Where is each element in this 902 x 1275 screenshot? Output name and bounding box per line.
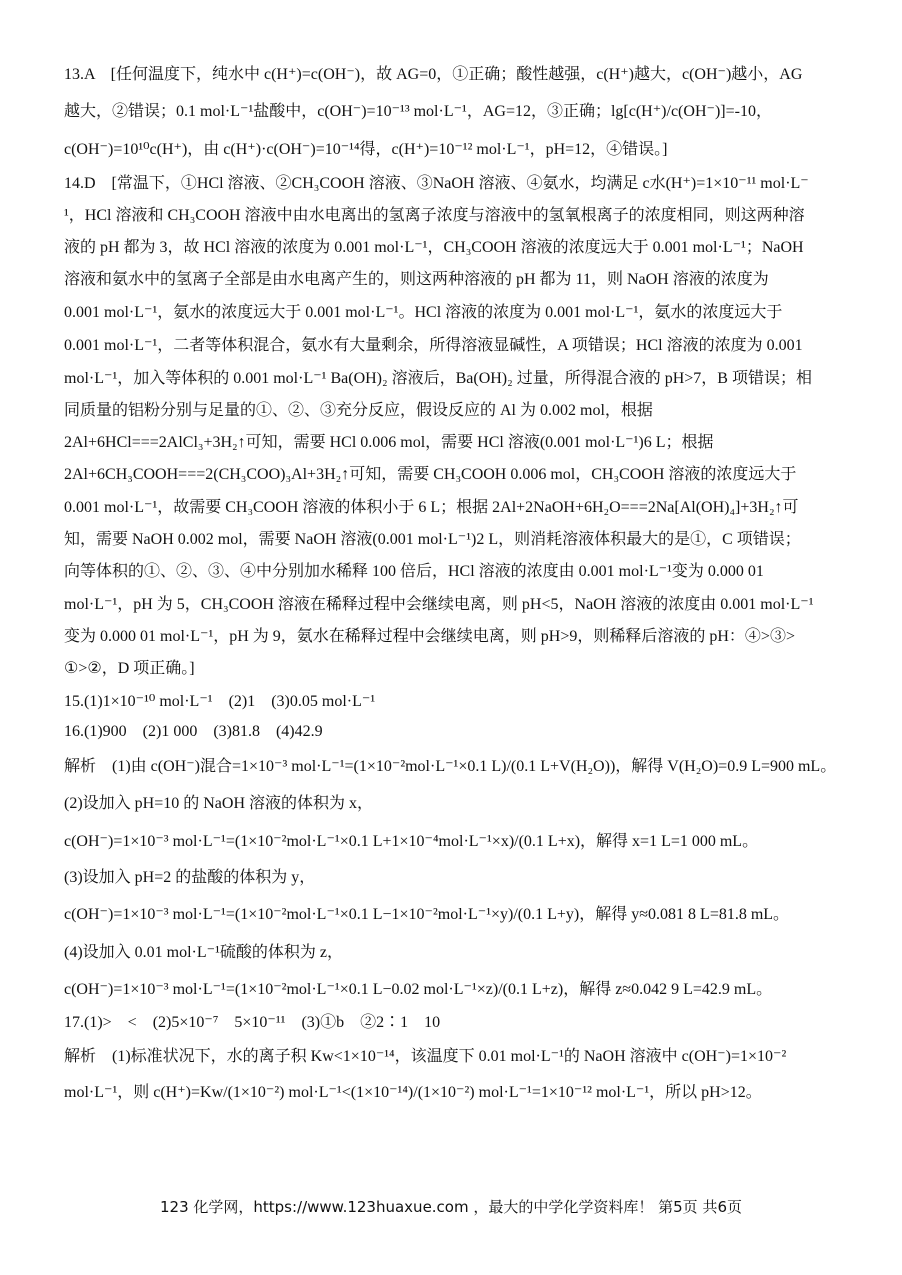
text-line: mol·L⁻¹，pH 为 5，CH₃COOH 溶液在稀释过程中会继续电离，则 pH<5，NaOH 溶液的浓度由 0.001 mol·L⁻¹ (64, 596, 814, 613)
text-line: 2Al+6CH₃COOH===2(CH₃COO)₃Al+3H₂↑可知，需要 CH₃COOH 0.006 mol，CH₃COOH 溶液的浓度远大于 (64, 466, 797, 483)
text-line: 0.001 mol·L⁻¹，氨水的浓度远大于 0.001 mol·L⁻¹。HCl 溶液的浓度为 0.001 mol·L⁻¹，氨水的浓度远大于 (64, 304, 783, 321)
text-line: 2Al+6HCl===2AlCl₃+3H₂↑可知，需要 HCl 0.006 mol，需要 HCl 溶液(0.001 mol·L⁻¹)6 L；根据 (64, 434, 714, 451)
text-line: ①>②，D 项正确。] (64, 660, 195, 677)
text-line: 解析 (1)由 c(OH⁻)混合=1×10⁻³ mol·L⁻¹=(1×10⁻²mol·L⁻¹×0.1 L)/(0.1 L+V(H₂O))，解得 V(H₂O)=0.9 L=900 mL。 (64, 758, 837, 775)
text-line: 0.001 mol·L⁻¹，二者等体积混合，氨水有大量剩余，所得溶液显碱性，A 项错误；HCl 溶液的浓度为 0.001 (64, 337, 803, 354)
text-line: c(OH⁻)=1×10⁻³ mol·L⁻¹=(1×10⁻²mol·L⁻¹×0.1 L+1×10⁻⁴mol·L⁻¹×x)/(0.1 L+x)，解得 x=1 L=1 000 mL。 (64, 833, 759, 850)
text-line: (4)设加入 0.01 mol·L⁻¹硫酸的体积为 z， (64, 944, 343, 961)
text-line: mol·L⁻¹，则 c(H⁺)=Kw/(1×10⁻²) mol·L⁻¹<(1×10⁻¹⁴)/(1×10⁻²) mol·L⁻¹=1×10⁻¹² mol·L⁻¹，所以 pH>12。 (64, 1084, 762, 1101)
text-line: 16.(1)900 (2)1 000 (3)81.8 (4)42.9 (64, 723, 323, 740)
text-line: 17.(1)> < (2)5×10⁻⁷ 5×10⁻¹¹ (3)①b ②2∶1 10 (64, 1014, 441, 1031)
text-line: 越大，②错误；0.1 mol·L⁻¹盐酸中，c(OH⁻)=10⁻¹³ mol·L⁻¹，AG=12，③正确；lg[c(H⁺)/c(OH⁻)]=-10， (64, 103, 772, 120)
text-line: 15.(1)1×10⁻¹⁰ mol·L⁻¹ (2)1 (3)0.05 mol·L⁻¹ (64, 693, 376, 710)
page-footer: 123 化学网，https://www.123huaxue.com ，最大的中学化学资料库！ 第5页 共6页 (159, 1198, 742, 1216)
text-line: 同质量的铝粉分别与足量的①、②、③充分反应，假设反应的 Al 为 0.002 mol，根据 (64, 402, 653, 419)
text-line: 液的 pH 都为 3，故 HCl 溶液的浓度为 0.001 mol·L⁻¹，CH₃COOH 溶液的浓度远大于 0.001 mol·L⁻¹；NaOH (64, 239, 804, 256)
text-line: mol·L⁻¹，加入等体积的 0.001 mol·L⁻¹ Ba(OH)₂ 溶液后，Ba(OH)₂ 过量，所得混合液的 pH>7，B 项错误；相 (64, 370, 812, 387)
text-line: c(OH⁻)=1×10⁻³ mol·L⁻¹=(1×10⁻²mol·L⁻¹×0.1 L−0.02 mol·L⁻¹×z)/(0.1 L+z)，解得 z≈0.042 9 L=42.9 mL。 (64, 981, 773, 998)
text-line: 溶液和氨水中的氢离子全部是由水电离产生的，则这两种溶液的 pH 都为 11，则 NaOH 溶液的浓度为 (64, 271, 769, 288)
text-line: 向等体积的①、②、③、④中分别加水稀释 100 倍后，HCl 溶液的浓度由 0.001 mol·L⁻¹变为 0.000 01 (64, 563, 764, 580)
text-line: c(OH⁻)=10¹⁰c(H⁺)，由 c(H⁺)·c(OH⁻)=10⁻¹⁴得，c(H⁺)=10⁻¹² mol·L⁻¹，pH=12，④错误。] (64, 141, 668, 158)
text-line: 解析 (1)标准状况下，水的离子积 Kw<1×10⁻¹⁴，该温度下 0.01 mol·L⁻¹的 NaOH 溶液中 c(OH⁻)=1×10⁻² (64, 1048, 787, 1065)
text-line: 知，需要 NaOH 0.002 mol，需要 NaOH 溶液(0.001 mol·L⁻¹)2 L，则消耗溶液体积最大的是①，C 项错误； (64, 531, 801, 548)
text-line: 0.001 mol·L⁻¹，故需要 CH₃COOH 溶液的体积小于 6 L；根据 2Al+2NaOH+6H₂O===2Na[Al(OH)₄]+3H₂↑可 (64, 499, 799, 516)
text-line: 13.A [任何温度下，纯水中 c(H⁺)=c(OH⁻)，故 AG=0，①正确；酸性越强，c(H⁺)越大，c(OH⁻)越小，AG (64, 66, 803, 83)
text-line: 14.D [常温下，①HCl 溶液、②CH₃COOH 溶液、③NaOH 溶液、④氨水，均满足 c水(H⁺)=1×10⁻¹¹ mol·L⁻ (64, 175, 809, 192)
text-line: c(OH⁻)=1×10⁻³ mol·L⁻¹=(1×10⁻²mol·L⁻¹×0.1 L−1×10⁻²mol·L⁻¹×y)/(0.1 L+y)，解得 y≈0.081 8 L=81.8 mL。 (64, 906, 790, 923)
text-line: 变为 0.000 01 mol·L⁻¹，pH 为 9，氨水在稀释过程中会继续电离，则 pH>9，则稀释后溶液的 pH：④>③> (64, 628, 795, 645)
text-line: (2)设加入 pH=10 的 NaOH 溶液的体积为 x， (64, 795, 374, 812)
text-line: (3)设加入 pH=2 的盐酸的体积为 y， (64, 869, 316, 886)
text-line: ¹，HCl 溶液和 CH₃COOH 溶液中由水电离出的氢离子浓度与溶液中的氢氧根离子的浓度相同，则这两种溶 (64, 207, 805, 224)
